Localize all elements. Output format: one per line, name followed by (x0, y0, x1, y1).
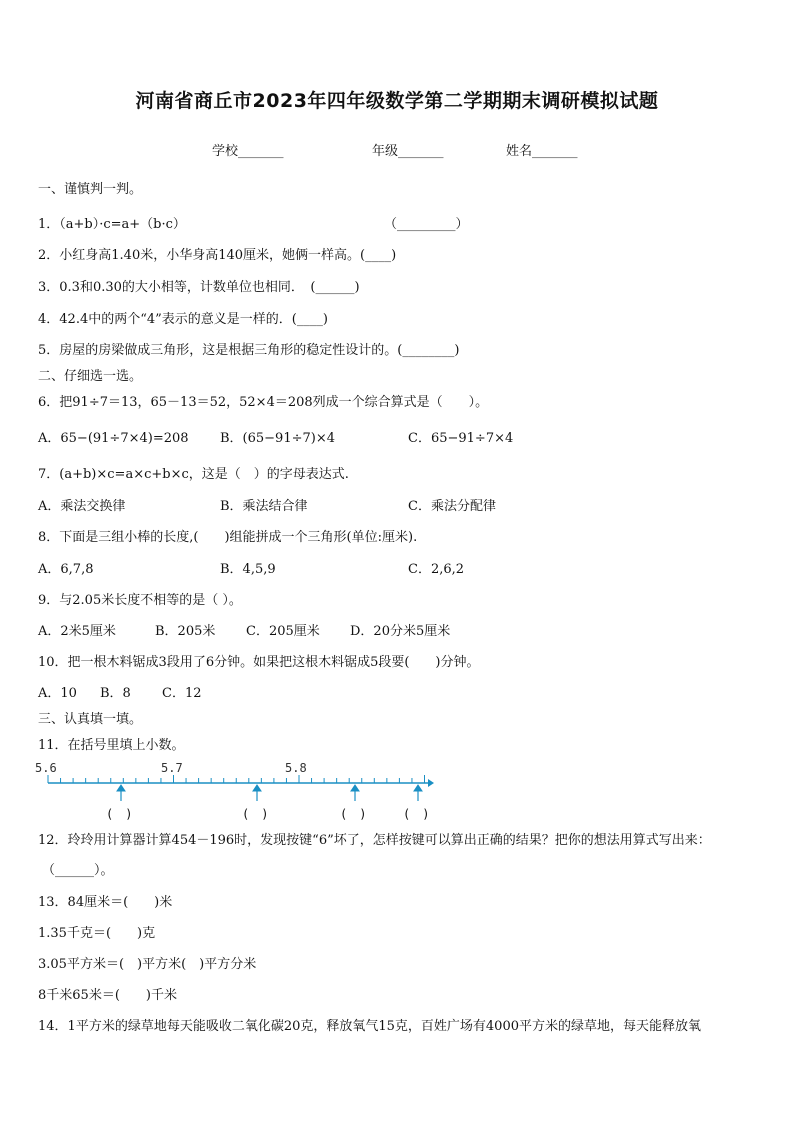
school-field: 学校_______ (212, 144, 284, 159)
number-line-blank-4: ( ) (403, 807, 430, 821)
question-5: 5．房屋的房梁做成三角形，这是根据三角形的稳定性设计的。(________) (38, 343, 460, 358)
number-line-label-5.6: 5.6 (35, 761, 57, 775)
question-12-line-2: （______）。 (42, 863, 114, 878)
number-line-blank-3: ( ) (340, 807, 367, 821)
number-line-label-5.8: 5.8 (285, 761, 307, 775)
question-14: 14．1平方米的绿草地每天能吸收二氧化碳20克，释放氧气15克，百姓广场有4000平方米的绿草地，每天能释放氧 (38, 1019, 701, 1034)
question-9-option-d: D．20分米5厘米 (350, 624, 451, 639)
question-10: 10．把一根木料锯成3段用了6分钟。如果把这根木料锯成5段要( )分钟。 (38, 655, 480, 670)
number-line-pointers (117, 785, 422, 801)
question-9-option-c: C．205厘米 (246, 624, 320, 639)
question-9-option-a: A．2米5厘米 (38, 624, 116, 639)
question-2: 2．小红身高1.40米，小华身高140厘米，她俩一样高。(____) (38, 248, 397, 263)
page-title: 河南省商丘市2023年四年级数学第二学期期末调研模拟试题 (135, 90, 659, 112)
number-line-ticks (48, 775, 425, 783)
question-9-option-b: B．205米 (155, 624, 216, 639)
section-heading-2: 二、仔细选一选。 (38, 369, 143, 384)
number-line-blank-2: ( ) (242, 807, 269, 821)
question-1: 1．（a+b）·c=a+（b·c） (38, 217, 186, 232)
question-8-option-b: B．4,5,9 (220, 562, 276, 577)
question-13-line-4: 8千米65米＝( )千米 (38, 988, 177, 1003)
question-4: 4．42.4中的两个“4”表示的意义是一样的．(____) (38, 312, 328, 327)
number-line (30, 758, 450, 830)
question-6-option-a: A．65−(91÷7×4)=208 (38, 431, 189, 446)
question-13-line-2: 1.35千克＝( )克 (38, 926, 156, 941)
section-heading-1: 一、谨慎判一判。 (38, 182, 143, 197)
number-line-blank-1: ( ) (106, 807, 133, 821)
question-6: 6．把91÷7＝13，65－13＝52，52×4＝208列成一个综合算式是（ ）。 (38, 395, 489, 410)
question-6-option-c: C．65−91÷7×4 (408, 431, 514, 446)
number-line-label-5.7: 5.7 (161, 761, 183, 775)
question-7-option-a: A．乘法交换律 (38, 499, 126, 514)
question-7-option-b: B．乘法结合律 (220, 499, 308, 514)
question-12-line-1: 12．玲玲用计算器计算454－196时，发现按键“6”坏了，怎样按键可以算出正确的结果？把你的想法用算式写出来： (38, 833, 711, 848)
question-11: 11．在括号里填上小数。 (38, 738, 185, 753)
name-field: 姓名_______ (506, 144, 578, 159)
question-8-option-a: A．6,7,8 (38, 562, 94, 577)
question-8-option-c: C．2,6,2 (408, 562, 465, 577)
section-heading-3: 三、认真填一填。 (38, 712, 143, 727)
question-10-option-c: C．12 (162, 686, 202, 701)
grade-field: 年级_______ (372, 144, 444, 159)
question-8: 8．下面是三组小棒的长度,( )组能拼成一个三角形(单位:厘米). (38, 530, 418, 545)
question-3: 3．0.3和0.30的大小相等，计数单位也相同． (______) (38, 280, 360, 295)
question-9: 9．与2.05米长度不相等的是（ ）。 (38, 593, 242, 608)
question-1-blank: （_________） (384, 217, 469, 232)
question-13-line-3: 3.05平方米＝( )平方米( )平方分米 (38, 957, 257, 972)
question-10-option-a: A．10 (38, 686, 77, 701)
number-line-arrowhead (428, 779, 434, 787)
question-6-option-b: B．(65−91÷7)×4 (220, 431, 336, 446)
question-13-line-1: 13．84厘米＝( )米 (38, 895, 173, 910)
question-7: 7．(a+b)×c=a×c+b×c，这是（ ）的字母表达式. (38, 467, 349, 482)
question-10-option-b: B．8 (100, 686, 131, 701)
question-7-option-c: C．乘法分配律 (408, 499, 496, 514)
